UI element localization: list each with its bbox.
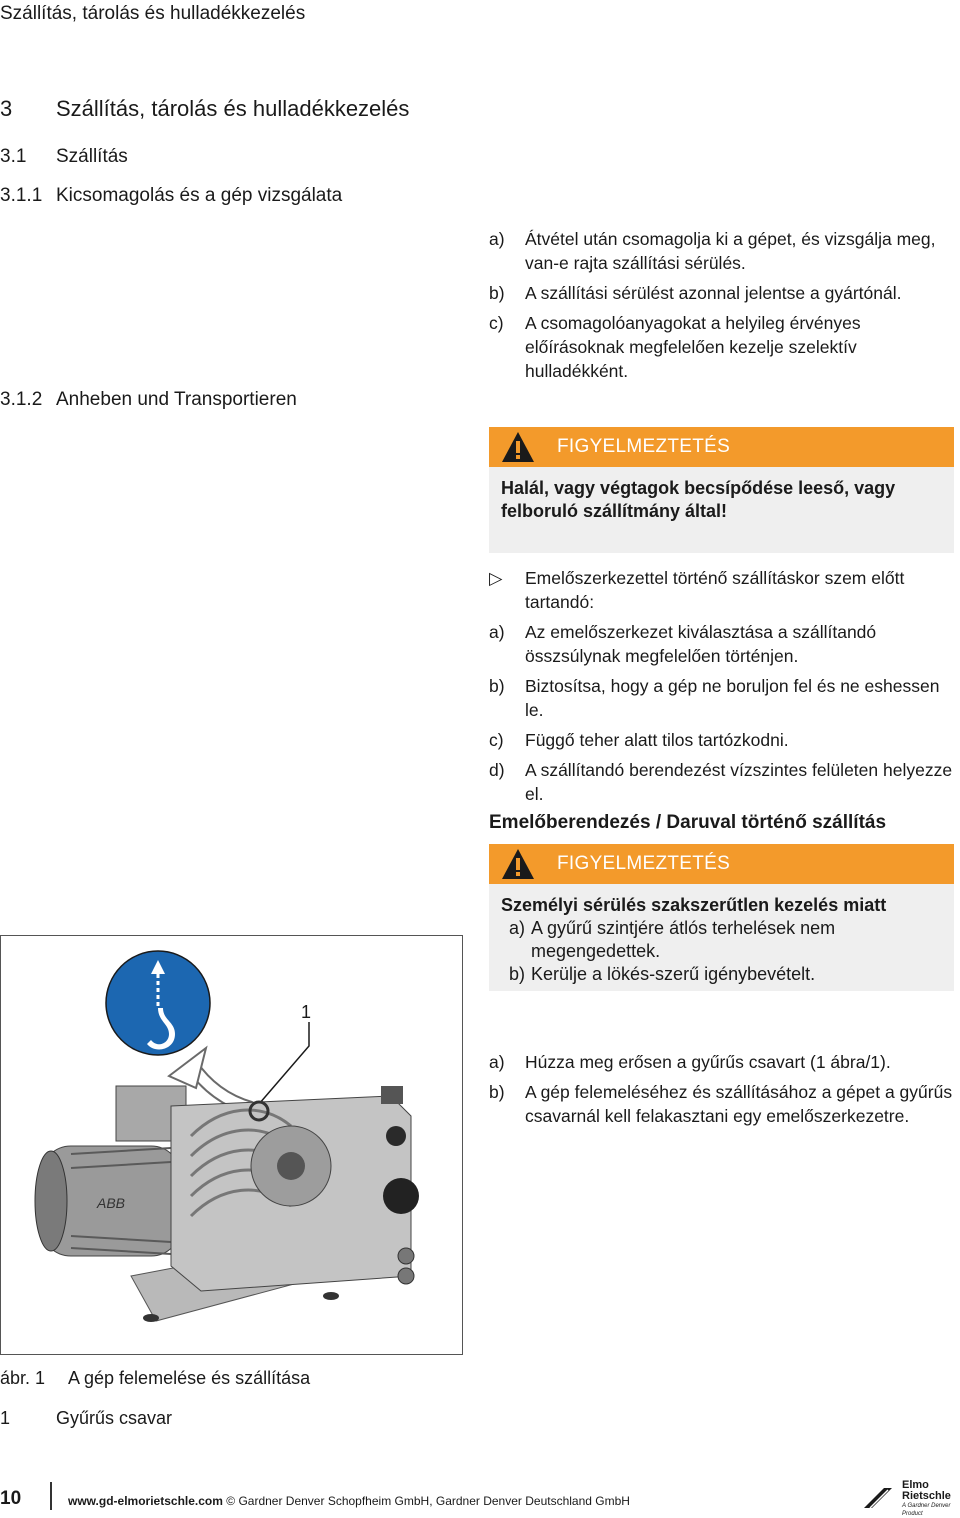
list-text: Az emelőszerkezet kiválasztása a szállítandó összsúlynak megfelelően történjen.	[525, 622, 877, 666]
warning-triangle-icon	[501, 431, 535, 463]
list-text: A gép felemeléséhez és szállításához a gépet a gyűrűs csavarnál kell felakasztani egy emelőszerkezetre.	[525, 1082, 953, 1126]
subsubsection-number: 3.1.2	[0, 389, 43, 410]
list-item	[489, 1050, 954, 1074]
list-text: Biztosítsa, hogy a gép ne boruljon fel és ne eshessen le.	[525, 676, 940, 720]
list-text: A gyűrű szintjére átlós terhelések nem megengedettek.	[531, 918, 836, 961]
list-text: A szállítandó berendezést vízszintes felületen helyezze el.	[525, 760, 953, 804]
subsubsection-number: 3.1.1	[0, 185, 43, 206]
list-marker: b)	[509, 964, 526, 984]
list-marker: a)	[489, 229, 505, 249]
logo-line-3: A Gardner Denver Product	[902, 1503, 951, 1517]
arrow-marker-icon: ▷	[489, 568, 503, 588]
subsubsection-title: Anheben und Transportieren	[56, 389, 297, 410]
list-text: Húzza meg erősen a gyűrűs csavart (1 ábra/1).	[525, 1052, 891, 1072]
running-header: Szállítás, tárolás és hulladékkezelés	[0, 3, 306, 24]
list-item	[489, 728, 954, 752]
figure-caption	[0, 1368, 310, 1389]
list-marker: d)	[489, 760, 505, 780]
warning-box-falling-load	[489, 427, 954, 553]
list-text: A csomagolóanyagokat a helyileg érvényes előírásoknak megfelelően kezelje szelektív hulladékként.	[525, 313, 861, 381]
section-heading	[0, 96, 409, 122]
subsection-title: Szállítás	[56, 146, 128, 167]
list-text: Függő teher alatt tilos tartózkodni.	[525, 730, 789, 750]
warning-title: FIGYELMEZTETÉS	[557, 436, 731, 457]
list-item	[489, 227, 954, 275]
list-marker: a)	[509, 918, 526, 938]
warning-lead: Személyi sérülés szakszerűtlen kezelés miatt	[501, 895, 887, 915]
logo-text	[902, 1480, 956, 1518]
warning-title: FIGYELMEZTETÉS	[557, 853, 731, 874]
pump-illustration	[1, 936, 461, 1353]
motor-label: ABB	[97, 1195, 126, 1211]
logo-line-1: Elmo	[902, 1479, 929, 1491]
legend-number: 1	[0, 1408, 11, 1428]
figure-pump-lifting	[0, 935, 463, 1355]
figure-callout-1: 1	[301, 1002, 312, 1022]
figure-caption-text: A gép felemelése és szállítása	[68, 1368, 311, 1388]
logo-line-2: Rietschle	[902, 1490, 951, 1502]
crane-hook-icon	[106, 951, 210, 1055]
footer-divider	[50, 1482, 52, 1510]
warning-triangle-icon	[501, 848, 535, 880]
list-text: Átvétel után csomagolja ki a gépet, és vizsgálja meg, van-e rajta szállítási sérülés.	[525, 229, 936, 273]
footer-copyright: © Gardner Denver Schopfheim GmbH, Gardner Denver Deutschland GmbH	[226, 1494, 630, 1508]
list-text: Kerülje a lökés-szerű igénybevételt.	[531, 964, 816, 984]
list-item	[489, 311, 954, 383]
subsubsection-heading-unpacking	[0, 185, 342, 207]
footer-text	[68, 1494, 630, 1508]
subsection-heading	[0, 146, 128, 168]
unpacking-list	[489, 227, 954, 389]
figure-label: ábr. 1	[0, 1368, 46, 1388]
list-marker: c)	[489, 313, 504, 333]
arrow-item	[489, 566, 954, 614]
warning-box-improper-handling	[489, 844, 954, 991]
footer-url[interactable]: www.gd-elmorietschle.com	[68, 1494, 223, 1508]
warning-item	[501, 917, 942, 963]
figure-legend	[0, 1408, 172, 1429]
list-marker: b)	[489, 1082, 505, 1102]
list-marker: b)	[489, 283, 505, 303]
list-text: Emelőszerkezettel történő szállításkor szem előtt tartandó:	[525, 568, 905, 612]
crane-list	[489, 1050, 954, 1134]
subsection-number: 3.1	[0, 146, 27, 167]
warning-text	[489, 467, 954, 533]
list-marker: c)	[489, 730, 504, 750]
elmo-rietschle-logo	[862, 1479, 956, 1517]
section-title: Szállítás, tárolás és hulladékkezelés	[56, 96, 410, 121]
list-item	[489, 674, 954, 722]
subsubsection-heading-lifting	[0, 389, 297, 411]
list-marker: a)	[489, 622, 505, 642]
subsubsection-title: Kicsomagolás és a gép vizsgálata	[56, 185, 343, 206]
warning-bar	[489, 427, 954, 467]
list-marker: b)	[489, 676, 505, 696]
section-number: 3	[0, 96, 13, 121]
list-item	[489, 1080, 954, 1128]
warning-item	[501, 963, 942, 986]
page-number: 10	[0, 1488, 22, 1509]
warning-content	[489, 884, 954, 996]
lifting-list	[489, 566, 954, 812]
warning-text-bold: Halál, vagy végtagok becsípődése leeső, vagy felboruló szállítmány által!	[501, 478, 896, 521]
list-text: A szállítási sérülést azonnal jelentse a gyártónál.	[525, 283, 902, 303]
list-item	[489, 281, 954, 305]
list-item	[489, 758, 954, 806]
legend-text: Gyűrűs csavar	[56, 1408, 173, 1428]
warning-bar	[489, 844, 954, 884]
list-item	[489, 620, 954, 668]
list-marker: a)	[489, 1052, 505, 1072]
crane-heading: Emelőberendezés / Daruval történő szállítás	[489, 812, 887, 833]
